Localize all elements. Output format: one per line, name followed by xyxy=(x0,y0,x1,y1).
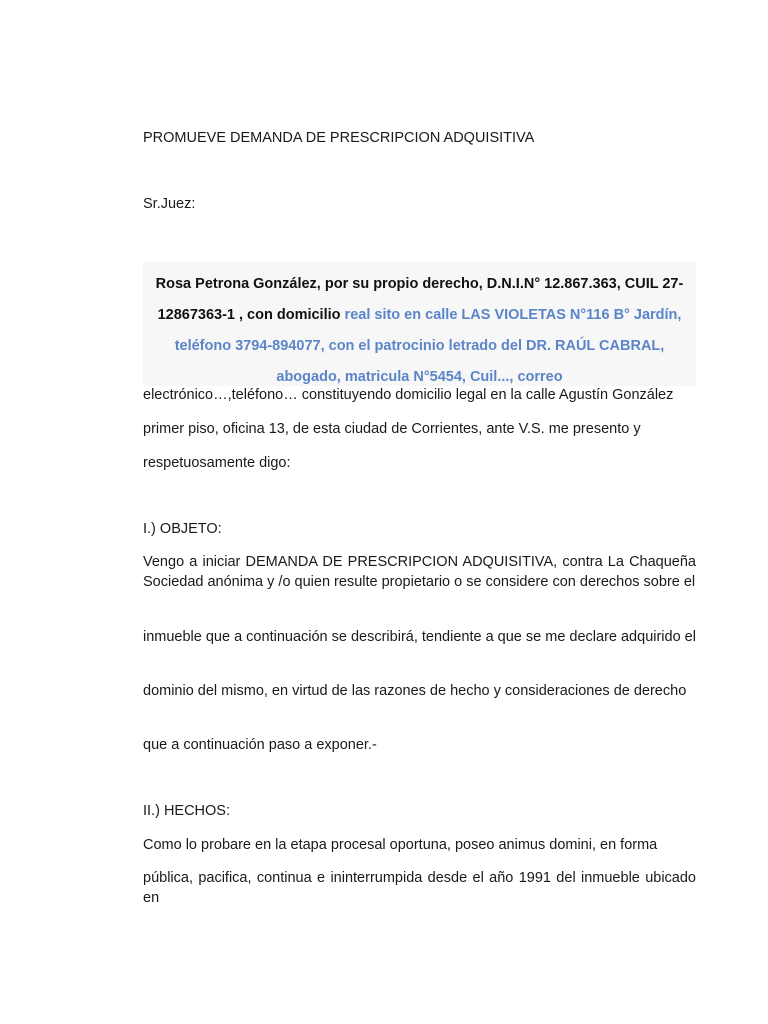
objeto-paragraph: inmueble que a continuación se describirá, tendiente a que se me declare adquirido el xyxy=(143,629,696,645)
intro-continuation-line: electrónico…,teléfono… constituyendo domicilio legal en la calle Agustín González xyxy=(143,387,674,403)
intro-continuation-line: respetuosamente digo: xyxy=(143,455,291,471)
objeto-paragraph: que a continuación paso a exponer.- xyxy=(143,737,377,753)
intro-plaintiff-text: Rosa Petrona González, por su propio derecho, D.N.I.N° 12.867.363, CUIL 27-12867363-1 , con domicilio xyxy=(155,276,684,323)
hechos-paragraph: Como lo probare en la etapa procesal oportuna, poseo animus domini, en forma xyxy=(143,837,658,853)
intro-address-text: real sito en calle LAS VIOLETAS N°116 B° Jardín, teléfono 3794-894077, con el patrocinio letrado del DR. RAÚL CABRAL, abogado, matricula N°5454, Cuil..., correo xyxy=(174,307,682,385)
salutation: Sr.Juez: xyxy=(143,196,196,212)
highlighted-intro-block xyxy=(143,262,696,386)
section-heading-hechos: II.) HECHOS: xyxy=(143,803,231,819)
hechos-paragraph: pública, pacifica, continua e ininterrumpida desde el año 1991 del inmueble ubicado en xyxy=(143,870,696,906)
section-heading-objeto: I.) OBJETO: xyxy=(143,521,222,537)
objeto-paragraph: dominio del mismo, en virtud de las razones de hecho y consideraciones de derecho xyxy=(143,683,687,699)
intro-continuation-line: primer piso, oficina 13, de esta ciudad de Corrientes, ante V.S. me presento y xyxy=(143,421,641,437)
objeto-paragraph: Vengo a iniciar DEMANDA DE PRESCRIPCION ADQUISITIVA, contra La Chaqueña Sociedad anónima y /o quien resulte propietario o se considere con derechos sobre el xyxy=(143,554,696,590)
document-title: PROMUEVE DEMANDA DE PRESCRIPCION ADQUISITIVA xyxy=(143,130,535,146)
